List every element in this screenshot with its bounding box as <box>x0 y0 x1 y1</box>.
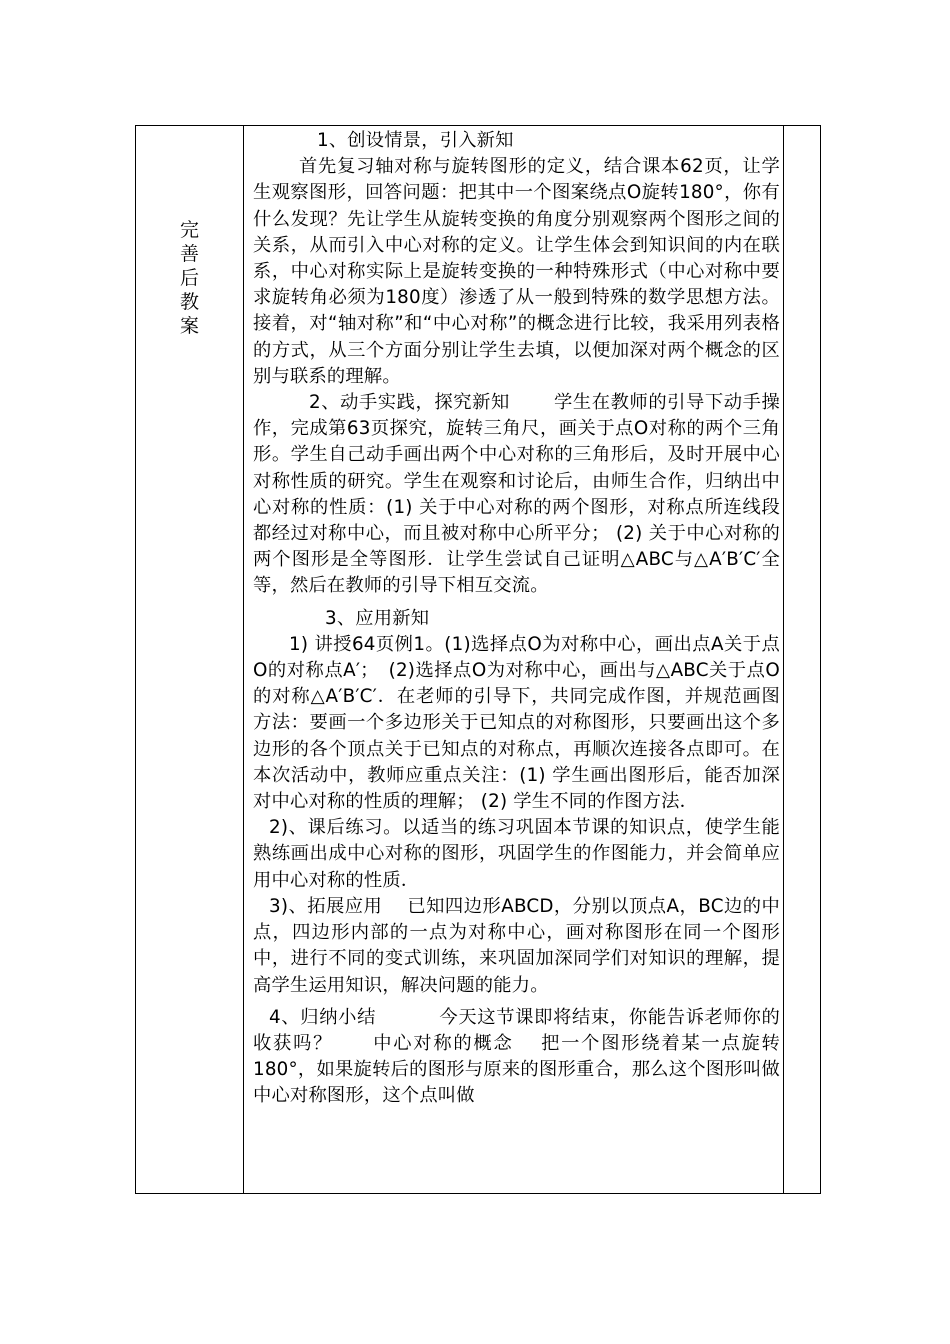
side-label-char: 后 <box>179 267 199 289</box>
section-3-item-2: 2)、课后练习。以适当的练习巩固本节课的知识点，使学生能熟练画出成中心对称的图形，巩固学生的作图能力，并会简单应用中心对称的性质． <box>253 817 780 891</box>
section-3-item-1: 1) 讲授64页例1。(1)选择点O为对称中心，画出点A关于点O的对称点A′； (2)选择点O为对称中心，画出与△ABC关于点O的对称△A′B′C′．在老师的引导下，共同完成作图，并规范画图方法：要画一个多边形关于已知点的对称图形，只要画出这个多边形的各个顶点关于已知点的对称点，再顺次连接各点即可。在本次活动中，教师应重点关注：(1) 学生画出图形后，能否加深对中心对称的性质的理解； (2) 学生不同的作图方法． <box>253 633 780 813</box>
side-label-char: 教 <box>179 291 199 313</box>
section-1-title: 1、创设情景，引入新知 <box>317 130 514 151</box>
column-divider <box>243 126 244 1193</box>
section-2-body: 2、动手实践，探究新知 学生在教师的引导下动手操作，完成第63页探究，旋转三角尺，画关于点O对称的两个三角形。学生自己动手画出两个中心对称的三角形后，及时开展中心对称性质的研究。学生在观察和讨论后，由师生合作，归纳出中心对称的性质：(1) 关于中心对称的两个图形，对称点所连线段都经过对称中心，而且被对称中心所平分； (2) 关于中心对称的两个图形是全等图形．让学生尝试自己证明△ABC与△A′B′C′全等，然后在教师的引导下相互交流。 <box>253 392 780 597</box>
section-4-body: 4、归纳小结 今天这节课即将结束，你能告诉老师你的收获吗？ 中心对称的概念 把一个图形绕着某一点旋转180°，如果旋转后的图形与原来的图形重合，那么这个图形叫做中心对称图形，这个点叫做 <box>253 1006 780 1107</box>
side-label-char: 案 <box>179 315 199 337</box>
side-label-char: 善 <box>179 243 199 265</box>
side-label-char: 完 <box>179 219 199 241</box>
section-1-body: 首先复习轴对称与旋转图形的定义，结合课本62页，让学生观察图形，回答问题：把其中一个图案绕点O旋转180°，你有什么发现？先让学生从旋转变换的角度分别观察两个图形之间的关系，从而引入中心对称的定义。让学生体会到知识间的内在联系，中心对称实际上是旋转变换的一种特殊形式（中心对称中要求旋转角必须为180度）渗透了从一般到特殊的数学思想方法。接着，对“轴对称”和“中心对称”的概念进行比较，我采用列表格的方式，从三个方面分别让学生去填，以便加深对两个概念的区别与联系的理解。 <box>253 156 780 387</box>
section-3-item-3: 3)、拓展应用 已知四边形ABCD，分别以顶点A，BC边的中点，四边形内部的一点为对称中心，画对称图形在同一个图形中，进行不同的变式训练，来巩固加深同学们对知识的理解，提高学生运用知识，解决问题的能力。 <box>253 895 780 996</box>
column-divider <box>783 126 784 1193</box>
lesson-content <box>253 128 780 1110</box>
section-3-title: 3、应用新知 <box>325 607 430 629</box>
side-label-improved-lesson-plan <box>136 218 243 338</box>
lesson-plan-table <box>135 125 821 1194</box>
